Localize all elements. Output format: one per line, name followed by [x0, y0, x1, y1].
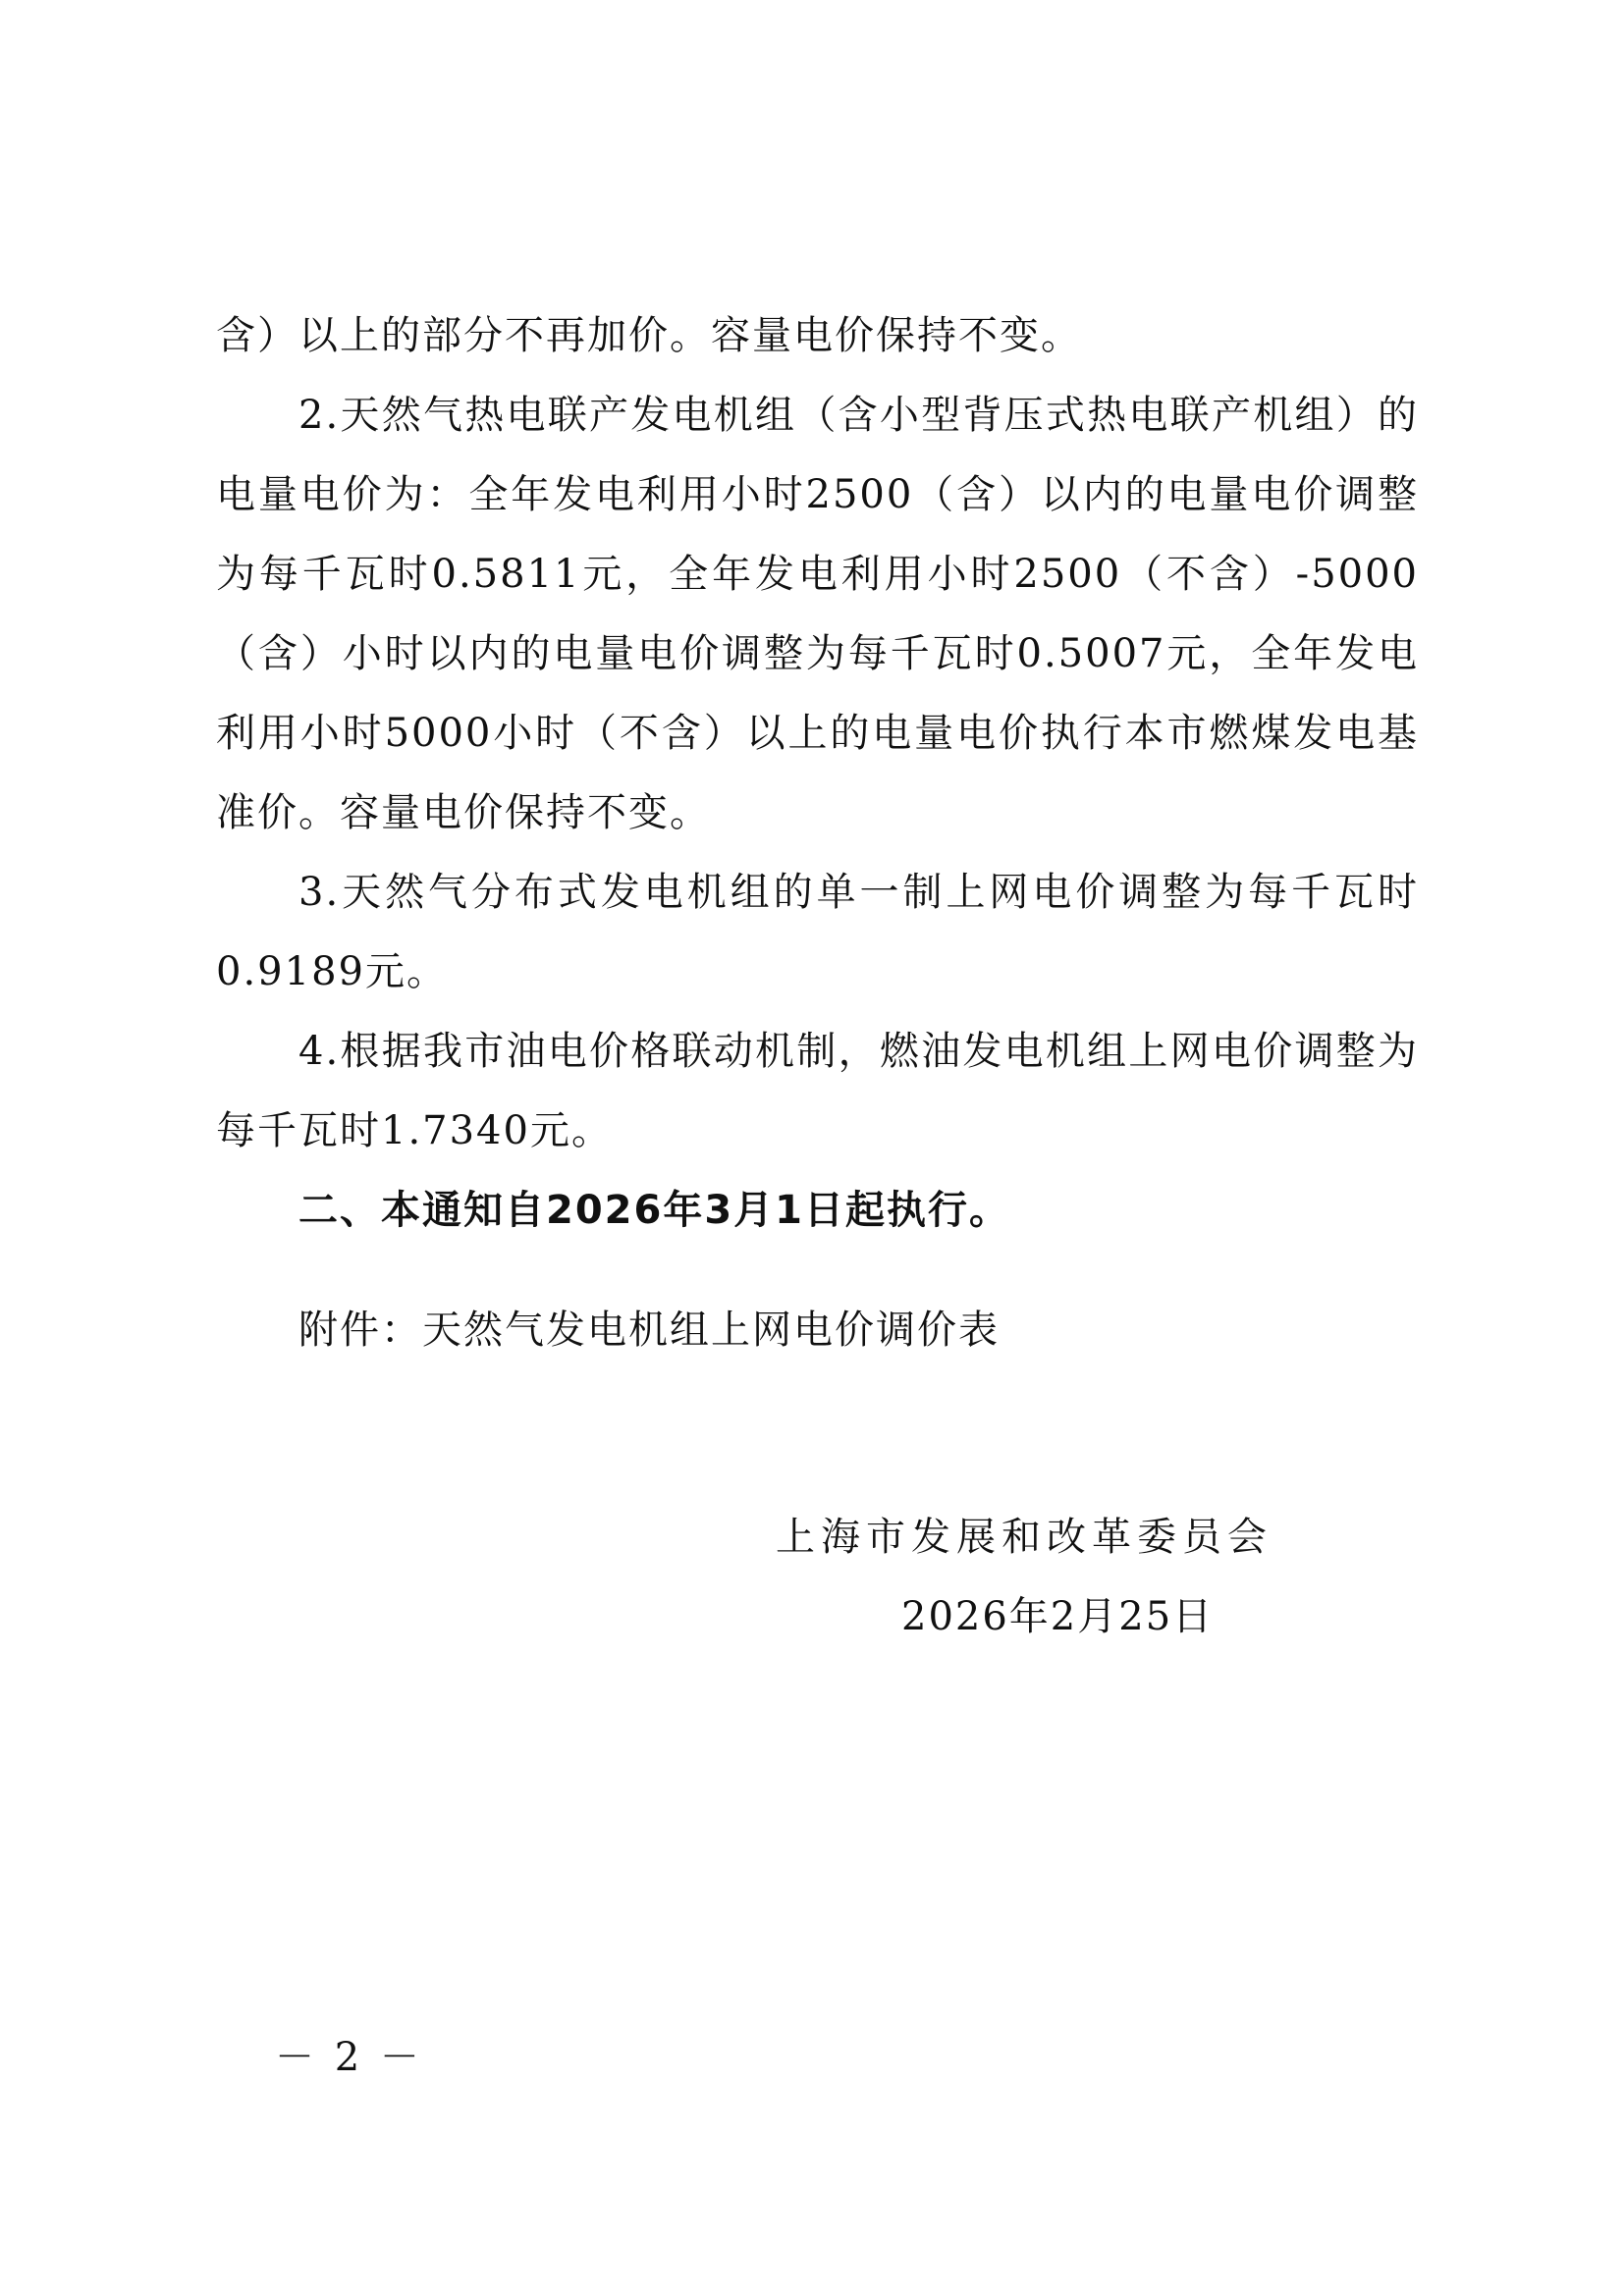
section-two-heading: 二、本通知自2026年3月1日起执行。: [298, 1188, 1010, 1233]
paragraph-continuation: 含）以上的部分不再加价。容量电价保持不变。: [216, 313, 1082, 358]
paragraph-item-2: 2.天然气热电联产发电机组（含小型背压式热电联产机组）的电量电价为：全年发电利用小时2500（含）以内的电量电价调整为每千瓦时0.5811元，全年发电利用小时2500（不含）-5000（含）小时以内的电量电价调整为每千瓦时0.5007元，全年发电利用小时5000小时（不含）以上的电量电价执行本市燃煤发电基准价。容量电价保持不变。: [216, 393, 1419, 835]
paragraph-item-3: 3.天然气分布式发电机组的单一制上网电价调整为每千瓦时0.9189元。: [216, 870, 1419, 994]
attachment-line: 附件：天然气发电机组上网电价调价表: [298, 1308, 1000, 1353]
signature-date: 2026年2月25日: [901, 1594, 1215, 1639]
paragraph-item-4: 4.根据我市油电价格联动机制，燃油发电机组上网电价调整为每千瓦时1.7340元。: [216, 1029, 1419, 1153]
signature-organization: 上海市发展和改革委员会: [776, 1515, 1272, 1560]
page-number: － 2 －: [275, 2035, 423, 2080]
